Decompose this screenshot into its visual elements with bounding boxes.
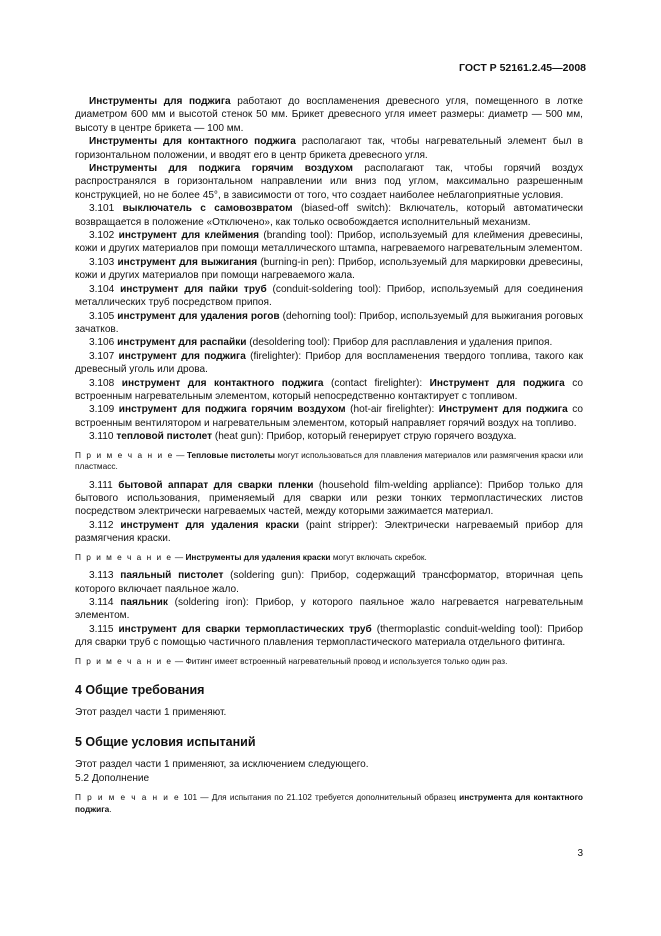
term: паяльный пистолет xyxy=(120,570,224,582)
document-header: ГОСТ Р 52161.2.45—2008 xyxy=(459,62,586,74)
document-body xyxy=(75,95,583,815)
term: инструмент для сварки термопластических труб xyxy=(118,623,372,635)
definition-3-101 xyxy=(75,202,583,229)
definition-text: располагают так, чтобы нагревательный элемент был в горизонтальном положении, и вводят его в центр брикета древесного угля. xyxy=(75,136,583,161)
clause-number: 3.106 xyxy=(89,337,115,349)
definition-3-115 xyxy=(75,623,583,650)
definition-text: (dehorning tool): Прибор, используемый для выжигания роговых зачатков. xyxy=(75,310,583,335)
clause-number: 3.114 xyxy=(89,596,114,608)
clause-number: 3.111 xyxy=(89,479,113,491)
definition-text: (biased-off switch): Включатель, который автоматически возвращается в положение «Отключено», как только освобождается исполнительный механизм. xyxy=(75,203,583,228)
term: инструмент для поджига xyxy=(118,350,246,362)
note-4: П р и м е ч а н и е 101 — Для испытания по 21.102 требуется дополнительный образец инструмента для контактного поджига. xyxy=(75,792,584,814)
term-reference: Инструмент для поджига xyxy=(438,404,568,416)
definition-3-109 xyxy=(75,403,583,430)
definition-3-102 xyxy=(75,229,583,256)
definitions-block-b xyxy=(75,479,583,546)
term: инструмент для контактного поджига xyxy=(121,377,324,389)
term: Инструменты для контактного поджига xyxy=(89,136,296,148)
term: бытовой аппарат для сварки пленки xyxy=(118,479,314,491)
definition-text: (contact firelighter): xyxy=(323,377,430,389)
term: Инструменты для поджига горячим воздухом xyxy=(89,163,353,175)
term: инструмент для распайки xyxy=(117,337,247,349)
definition-text: работают до воспламенения древесного угля, помещенного в лотке диаметром 600 мм и высотой стенок 50 мм. Брикет древесного угля имеет размеры: диаметр — 500 мм, высоту в центре брикета — 100 мм. xyxy=(75,96,584,134)
term: Инструменты для поджига xyxy=(89,96,231,107)
section-5-2-title: 5.2 Дополнение xyxy=(75,772,150,784)
term-reference: Инструмент для поджига xyxy=(429,377,565,389)
term: инструмент для удаления рогов xyxy=(117,310,280,322)
term: тепловой пистолет xyxy=(116,431,213,443)
definition-text: (thermoplastic conduit-welding tool): Прибор для сварки труб с помощью частичного плавления термопластического материала отдельного фитинга. xyxy=(75,623,584,649)
clause-number: 3.107 xyxy=(89,350,115,362)
definition-3-111 xyxy=(75,479,583,519)
definitions-block-c xyxy=(75,569,583,649)
definition-1 xyxy=(75,135,583,162)
definitions-block-a xyxy=(75,202,583,443)
definition-text: (paint stripper): Электрически нагреваемый прибор для размягчения краски. xyxy=(75,519,584,545)
clause-number: 3.104 xyxy=(89,283,115,295)
term: инструмент для пайки труб xyxy=(120,283,267,295)
definition-text-continued: со встроенным вентилятором и нагревательным элементом, который направляет горячий воздух на топливо. xyxy=(75,404,583,429)
term: инструмент для клеймения xyxy=(118,230,260,242)
page-number: 3 xyxy=(577,848,583,859)
definition-3-113 xyxy=(75,569,583,596)
term: инструмент для удаления краски xyxy=(120,519,300,531)
definition-3-114 xyxy=(75,596,583,623)
term: инструмент для выжигания xyxy=(117,256,258,268)
definition-3-105 xyxy=(75,310,583,337)
definition-3-108 xyxy=(75,377,583,404)
clause-number: 3.105 xyxy=(89,310,115,322)
definition-3-110 xyxy=(75,430,583,443)
definition-3-112 xyxy=(75,519,583,546)
section-5-title: 5 Общие условия испытаний xyxy=(75,734,256,749)
clause-number: 3.109 xyxy=(89,404,115,416)
definition-0 xyxy=(75,95,583,135)
definition-2 xyxy=(75,162,583,202)
note-1: П р и м е ч а н и е — Тепловые пистолеты могут использоваться для плавления материалов или размягчения краски или пластмасс. xyxy=(75,449,583,472)
term: выключатель с самовозвратом xyxy=(122,203,293,215)
definition-text: (heat gun): Прибор, который генерирует струю горячего воздуха. xyxy=(212,431,517,443)
clause-number: 3.112 xyxy=(89,519,114,531)
clause-number: 3.102 xyxy=(89,230,115,242)
definition-text: (household film-welding appliance): Прибор только для бытового использования, применяемый для сварки или резки тонких термопластических листов посредством электрически нагреваемых частей, между которыми зажимается материал. xyxy=(75,479,583,518)
clause-number: 3.115 xyxy=(89,623,114,635)
section-5-text: Этот раздел части 1 применяют, за исключением следующего. xyxy=(75,759,369,771)
definition-3-107 xyxy=(75,350,583,377)
term: паяльник xyxy=(120,596,168,608)
intro-block xyxy=(75,95,583,202)
definition-text: (burning-in pen): Прибор, используемый для маркировки древесины, кожи и других материалов при помощи нагреваемого жала. xyxy=(75,256,583,282)
definition-text: располагают так, чтобы горячий воздух распространялся в горизонтальном направлении или вниз под углом, максимально разрешенным конструкцией, но не более 45°, в зависимости от того, что создает наиболее неблагоприятные условия. xyxy=(75,163,583,201)
clause-number: 3.103 xyxy=(89,256,115,268)
definition-text: (desoldering tool): Прибор для расплавления и удаления припоя. xyxy=(246,337,553,349)
definition-3-103 xyxy=(75,256,583,283)
definition-text: (firelighter): Прибор для воспламенения твердого топлива, такого как древесный уголь или дрова. xyxy=(75,350,583,376)
clause-number: 3.113 xyxy=(89,570,114,582)
section-4-title: 4 Общие требования xyxy=(75,683,205,698)
clause-number: 3.110 xyxy=(89,431,114,443)
definition-text: (soldering gun): Прибор, содержащий трансформатор, вторичная цепь которого включает паяльное жало. xyxy=(75,570,583,595)
definition-text: (soldering iron): Прибор, у которого паяльное жало нагревается нагревательным элементом. xyxy=(75,596,584,622)
clause-number: 3.101 xyxy=(89,203,115,215)
clause-number: 3.108 xyxy=(89,377,115,389)
definition-3-106 xyxy=(75,336,583,349)
definition-text-continued: со встроенным нагревательным элементом, который непосредственно контактирует с топливом. xyxy=(75,377,583,402)
term: инструмент для поджига горячим воздухом xyxy=(118,404,346,416)
definition-text: (branding tool): Прибор, используемый для клеймения древесины, кожи и других материалов при помощи металлического штампа, нагреваемого нагревательным элементом. xyxy=(75,230,583,255)
section-4-text: Этот раздел части 1 применяют. xyxy=(75,707,227,719)
definition-text: (conduit-soldering tool): Прибор, используемый для соединения металлических труб посредством припоя. xyxy=(75,283,583,309)
note-2: П р и м е ч а н и е — Инструменты для удаления краски могут включать скребок. xyxy=(75,551,427,562)
note-3: П р и м е ч а н и е — Фитинг имеет встроенный нагревательный провод и используется только один раз. xyxy=(75,655,508,666)
definition-text: (hot-air firelighter): xyxy=(345,404,439,416)
definition-3-104 xyxy=(75,283,583,310)
